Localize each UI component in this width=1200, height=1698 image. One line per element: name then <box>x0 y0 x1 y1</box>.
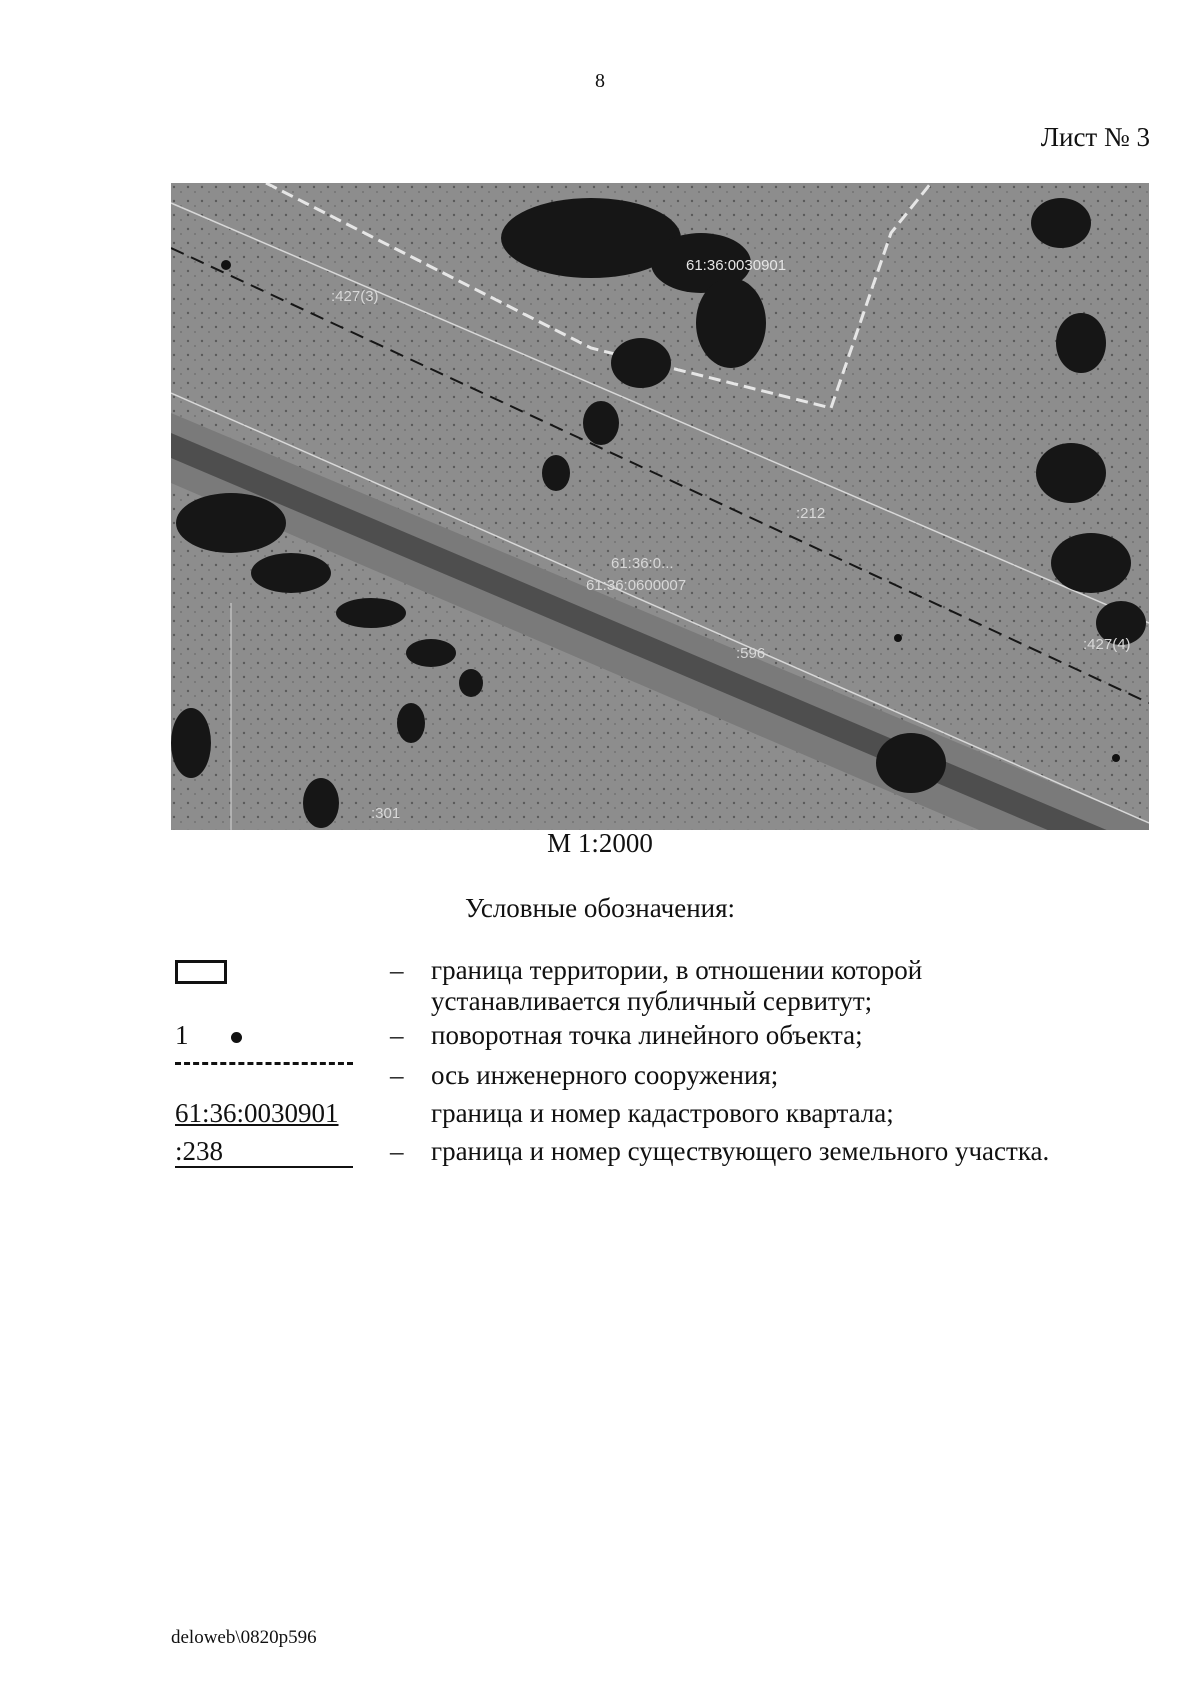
page-number: 8 <box>595 70 605 92</box>
label-parcel-301: :301 <box>371 805 401 822</box>
point-number: 1 <box>175 1020 189 1050</box>
legend-symbol-text <box>175 1020 242 1051</box>
legend-text: граница территории, в отношении которой <box>431 955 923 985</box>
label-parcel-427-4: :427(4) <box>1083 636 1131 653</box>
legend-text: граница и номер кадастрового квартала; <box>431 1098 894 1128</box>
label-parcel-596: :596 <box>736 645 766 662</box>
label-quarter-top: 61:36:0030901 <box>686 257 787 274</box>
legend-text: поворотная точка линейного объекта; <box>431 1020 863 1050</box>
legend-dash: – <box>390 1060 404 1090</box>
legend-text: устанавливается публичный сервитут; <box>431 986 873 1016</box>
label-quarter-center-b: 61:36:0600007 <box>586 577 687 594</box>
label-parcel-427-3: :427(3) <box>331 288 379 305</box>
label-quarter-center-a: 61:36:0... <box>611 555 674 572</box>
sheet-label: Лист № 3 <box>1040 122 1150 152</box>
legend-dash: – <box>390 955 404 985</box>
legend-dash: – <box>390 1136 404 1166</box>
rectangle-icon <box>175 960 227 984</box>
point-dot-icon <box>231 1032 242 1043</box>
legend-text: ось инженерного сооружения; <box>431 1060 779 1090</box>
map-scale: М 1:2000 <box>547 828 653 858</box>
legend-dash: – <box>390 1020 404 1050</box>
legend-text: граница и номер существующего земельного участка. <box>431 1136 1050 1166</box>
legend-title: Условные обозначения: <box>464 893 736 923</box>
map-canvas <box>171 183 1149 830</box>
footer-doc-id: deloweb\0820p596 <box>171 1627 317 1648</box>
label-parcel-212: :212 <box>796 505 826 522</box>
legend-symbol-text: 61:36:0030901 <box>175 1098 339 1128</box>
cadastral-map <box>171 183 1149 830</box>
legend-symbol-text: :238 <box>175 1136 353 1168</box>
dashed-line-icon <box>175 1062 353 1065</box>
